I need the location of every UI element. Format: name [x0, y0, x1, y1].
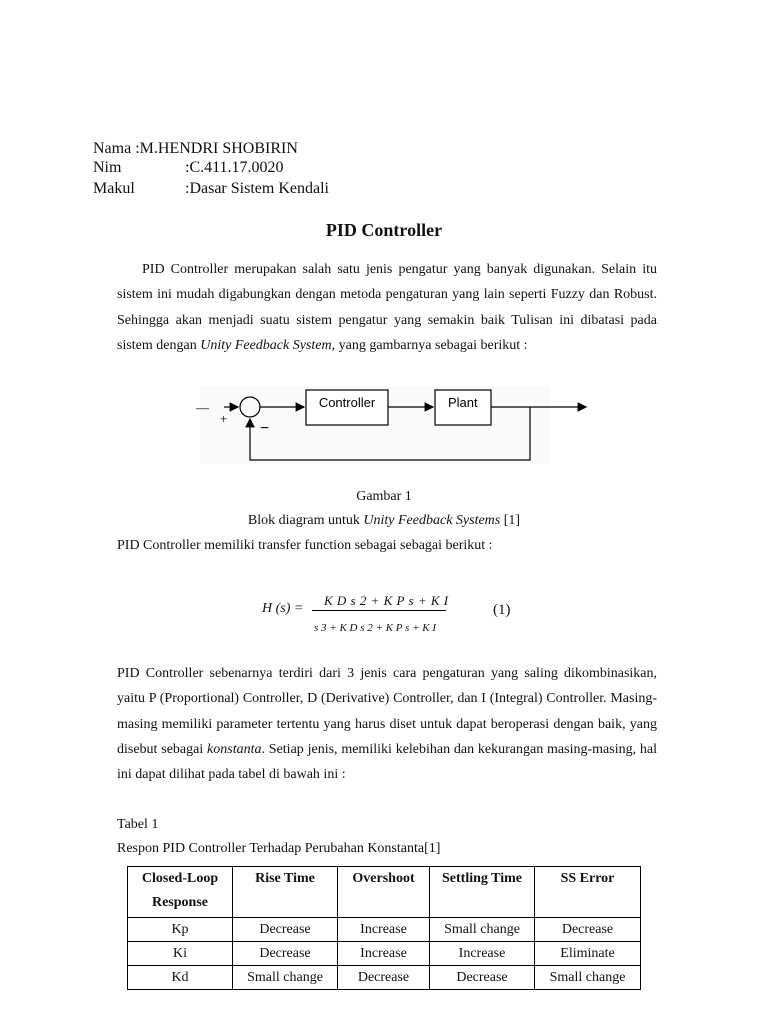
fraction-bar — [312, 610, 446, 611]
table-caption-2: Respon PID Controller Terhadap Perubahan Konstanta[1] — [117, 841, 441, 856]
table-row — [128, 918, 641, 942]
plant-label: Plant — [448, 395, 478, 410]
table-header-row — [128, 867, 641, 918]
makul-label: Makul — [93, 180, 135, 197]
intro-paragraph — [117, 257, 657, 358]
table-cell: Decrease — [338, 966, 430, 990]
body-paragraph-2 — [117, 661, 657, 787]
header-cell: Settling Time — [430, 867, 535, 918]
table-cell: Increase — [338, 918, 430, 942]
header-cell: Closed-Loop Response — [128, 867, 233, 918]
intro-text-2: , yang gambarnya sebagai berikut : — [331, 337, 528, 353]
table-cell: Ki — [128, 942, 233, 966]
block-diagram — [190, 382, 600, 468]
table-cell: Small change — [535, 966, 641, 990]
equation-lhs: H (s) = — [262, 601, 304, 616]
intro-italic: Unity Feedback System — [200, 337, 332, 353]
body2-text-1: PID Controller sebenarnya terdiri dari 3 jenis cara pengaturan yang saling dikombinasikan, yaitu P (Proportional) Controller, D (Derivative) Controller, dan I (Integral) Controller. Masing-masing memiliki parameter tertentu yang harus diset untuk dapat beroperasi dengan baik, yang disebut sebagai — [117, 666, 657, 757]
nama-value: M.HENDRI SHOBIRIN — [139, 140, 298, 157]
table-cell: Kd — [128, 966, 233, 990]
table-cell: Kp — [128, 918, 233, 942]
input-dash: — — [196, 400, 209, 415]
equation-numerator: K D s 2 + K P s + K I — [324, 593, 449, 608]
table-cell: Decrease — [233, 942, 338, 966]
nim-label: Nim — [93, 159, 122, 176]
controller-label: Controller — [318, 395, 376, 410]
header-cell: SS Error — [535, 867, 641, 918]
caption-suffix: [1] — [500, 513, 521, 528]
table-cell: Small change — [430, 918, 535, 942]
header-cell: Rise Time — [233, 867, 338, 918]
nama-line — [93, 138, 298, 159]
equation-number: (1) — [493, 602, 511, 618]
table-cell: Increase — [430, 942, 535, 966]
nim-value: :C.411.17.0020 — [185, 159, 284, 176]
plus-sign: + — [220, 411, 228, 426]
header-cell: Overshoot — [338, 867, 430, 918]
table-cell: Small change — [233, 966, 338, 990]
table-cell: Decrease — [535, 918, 641, 942]
body2-italic: konstanta — [207, 741, 262, 757]
transfer-intro: PID Controller memiliki transfer function sebagai sebagai berikut : — [117, 538, 493, 553]
makul-value: :Dasar Sistem Kendali — [185, 180, 329, 197]
response-table — [127, 866, 641, 990]
intro-text-1: PID Controller merupakan salah satu jenis pengatur yang banyak digunakan. Selain itu sistem ini mudah digabungkan dengan metoda pengaturan yang lain seperti Fuzzy dan Robust. Sehingga akan menjadi suatu sistem pengatur yang semakin baik Tulisan ini dibatasi pada sistem dengan — [117, 262, 657, 353]
table-cell: Increase — [338, 942, 430, 966]
table-cell: Eliminate — [535, 942, 641, 966]
transfer-equation — [262, 594, 462, 644]
table-caption-1: Tabel 1 — [117, 817, 159, 832]
figure-caption-1: Gambar 1 — [356, 489, 412, 504]
figure-caption-2 — [0, 509, 768, 533]
caption-prefix: Blok diagram untuk — [247, 513, 364, 528]
minus-sign: − — [260, 420, 270, 437]
caption-italic: Unity Feedback Systems — [363, 513, 501, 528]
page-title: PID Controller — [325, 220, 443, 240]
table-cell: Decrease — [233, 918, 338, 942]
equation-denominator: s 3 + K D s 2 + K P s + K I — [314, 622, 436, 634]
table-cell: Decrease — [430, 966, 535, 990]
body2-text-2: . Setiap jenis, memiliki kelebihan dan kekurangan masing-masing, hal ini dapat dilihat pada tabel di bawah ini : — [117, 741, 657, 783]
table-row — [128, 966, 641, 990]
table-row — [128, 942, 641, 966]
nama-label: Nama : — [93, 140, 140, 157]
